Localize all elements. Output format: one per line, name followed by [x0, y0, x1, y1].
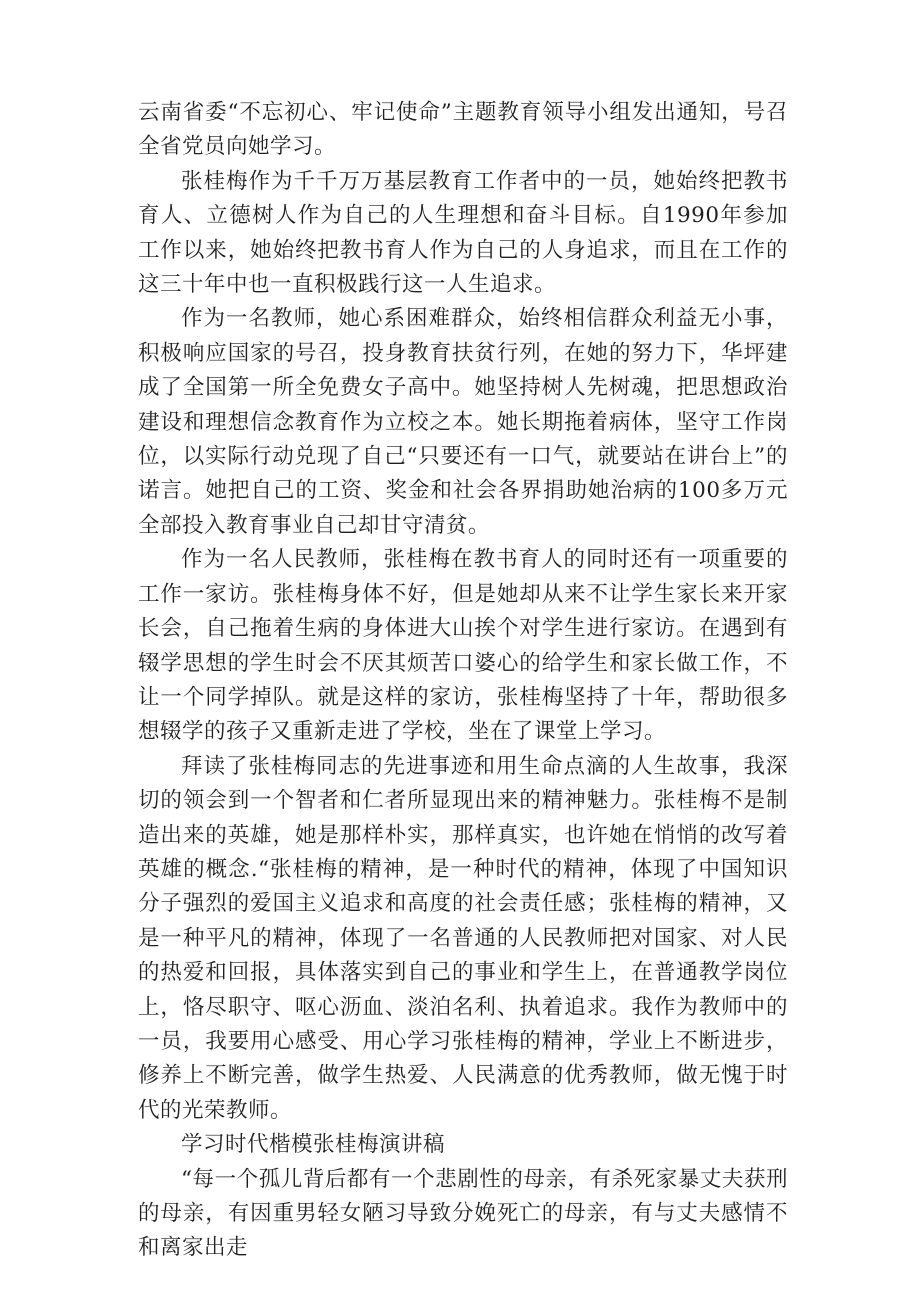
document-body — [138, 96, 788, 1266]
paragraph-career-goal: 张桂梅作为千千万万基层教育工作者中的一员，她始终把教书育人、立德树人作为自己的人生理想和奋斗目标。自1990年参加工作以来，她始终把教书育人作为自己的人身追求，而且在工作的这三十年中也一直积极践行这一人生追求。 — [138, 168, 788, 298]
paragraph-continuation: 云南省委“不忘初心、牢记使命”主题教育领导小组发出通知，号召全省党员向她学习。 — [138, 100, 788, 160]
paragraph-speech-opening: “每一个孤儿背后都有一个悲剧性的母亲，有杀死家暴丈夫获刑的母亲，有因重男轻女陋习导致分娩死亡的母亲，有与丈夫感情不和离家出走 — [138, 1166, 788, 1261]
paragraph-reflection: 拜读了张桂梅同志的先进事迹和用生命点滴的人生故事，我深切的领会到一个智者和仁者所显现出来的精神魅力。张桂梅不是制造出来的英雄，她是那样朴实，那样真实，也许她在悄悄的改写着英雄的概念.“张桂梅的精神，是一种时代的精神，体现了中国知识分子强烈的爱国主义追求和高度的社会责任感；张桂梅的精神，又是一种平凡的精神，体现了一名普通的人民教师把对国家、对人民的热爱和回报，具体落实到自己的事业和学生上，在普通教学岗位上，恪尽职守、呕心沥血、淡泊名利、执着追求。我作为教师中的一员，我要用心感受、用心学习张桂梅的精神，学业上不断进步，修养上不断完善，做学生热爱、人民满意的优秀教师，做无愧于时代的光荣教师。 — [138, 753, 788, 1123]
paragraph-home-visits: 作为一名人民教师，张桂梅在教书育人的同时还有一项重要的工作一家访。张桂梅身体不好，但是她却从来不让学生家长来开家长会，自己拖着生病的身体进大山挨个对学生进行家访。在遇到有辍学思想的学生时会不厌其烦苦口婆心的给学生和家长做工作，不让一个同学掉队。就是这样的家访，张桂梅坚持了十年，帮助很多想辍学的孩子又重新走进了学校，坐在了课堂上学习。 — [138, 547, 788, 745]
section-title: 学习时代楷模张桂梅演讲稿 — [181, 1132, 446, 1158]
paragraph-teacher-dedication: 作为一名教师，她心系困难群众，始终相信群众利益无小事，积极响应国家的号召，投身教育扶贫行列，在她的努力下，华坪建成了全国第一所全免费女子高中。她坚持树人先树魂，把思想政治建设和理想信念教育作为立校之本。她长期拖着病体，坚守工作岗位，以实际行动兑现了自己“只要还有一口气，就要站在讲台上”的诺言。她把自己的工资、奖金和社会各界捐助她治病的100多万元全部投入教育事业自己却甘守清贫。 — [138, 306, 788, 538]
